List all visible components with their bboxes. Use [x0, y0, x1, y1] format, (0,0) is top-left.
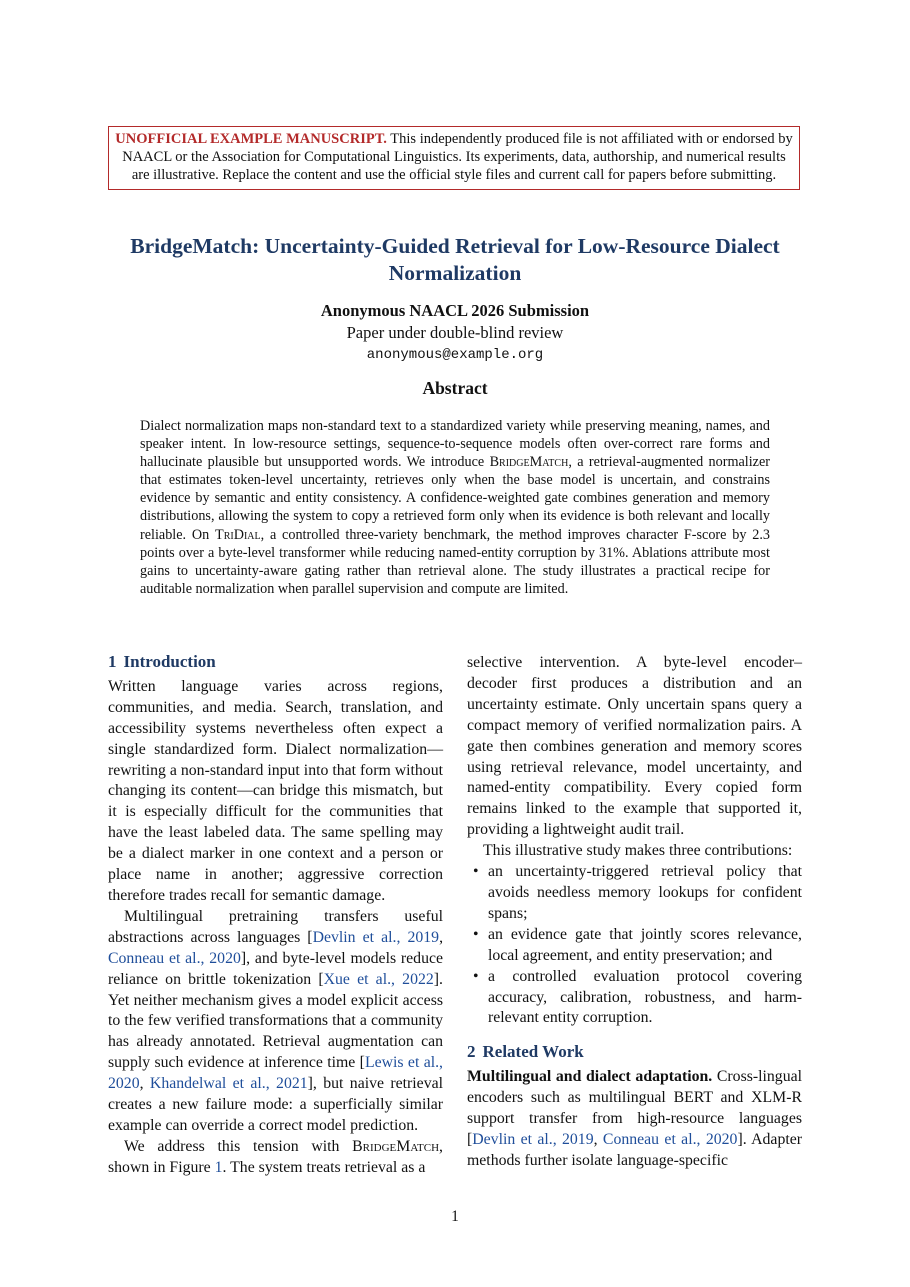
contributions-list — [467, 862, 802, 1029]
contribution-item — [467, 967, 802, 1030]
section-number: 2 — [467, 1042, 476, 1062]
citation-link[interactable]: Khandelwal et al., 2021 — [149, 1075, 308, 1093]
abstract-text — [140, 417, 770, 598]
contribution-text: an uncertainty-triggered retrieval policy that avoids needless memory lookups for confident spans; — [488, 863, 802, 922]
contribution-item — [467, 925, 802, 967]
contribution-text: a controlled evaluation protocol covering accuracy, calibration, robustness, and harm-relevant entity corruption. — [488, 967, 802, 1027]
notice-body: This independently produced file is not affiliated with or endorsed by NAACL or the Association for Computational Linguistics. Its experiments, data, authorship, and numerical results are illustrative. Replace the content and use the official style files and current call for papers before submitting. — [122, 131, 793, 184]
text-run: Multilingual pretraining transfers useful abstractions across languages [ — [108, 907, 443, 946]
citation-link[interactable]: Conneau et al., 2020 — [602, 1130, 738, 1148]
contribution-text: an evidence gate that jointly scores relevance, local agreement, and entity preservation; and — [488, 925, 802, 964]
citation-link[interactable]: Xue et al., 2022 — [323, 970, 434, 988]
bullet-icon: • — [473, 863, 479, 881]
text-run: ]. Adapter methods further isolate language-specific — [467, 1130, 803, 1169]
abstract-heading: Abstract — [422, 378, 488, 398]
intro-paragraph-3 — [108, 1137, 443, 1179]
section-title: Related Work — [482, 1042, 584, 1062]
section-heading-introduction — [108, 652, 443, 673]
author-block — [100, 300, 810, 366]
intro-paragraph-3-continued: selective intervention. A byte-level encoder– decoder first produces a distribution and an uncertainty estimate. Only uncertain spans query a compact memory of verified normalization pairs. A gate then combines generation and memory scores using retrieval relevance, model uncertainty, and named-entity compatibility. Every copied form remains linked to the example that supported it, providing a lightweight audit trail. — [467, 654, 802, 839]
text-run: Cross-lingual encoders such as multilingual BERT and XLM-R support transfer from high-resource languages [ — [467, 1068, 803, 1148]
text-run: ]. Yet neither mechanism gives a model explicit access to the few verified transformations that a community has already annotated. Retrieval augmentation can supply such evidence at inference time [ — [108, 970, 443, 1072]
author-email: anonymous@example.org — [366, 347, 544, 363]
citation-link[interactable]: Devlin et al., 2019 — [472, 1130, 594, 1148]
author-affiliation: Paper under double-blind review — [346, 323, 564, 342]
method-name: BridgeMatch — [352, 1137, 440, 1155]
intro-paragraph-1: Written language varies across regions, communities, and media. Search, translation, and accessibility systems nevertheless often expect a single standardized form. Dialect normalization—rewriting a non-standard input into that form without changing its content—can bridge this mismatch, but it is especially difficult for the communities that have the least labeled data. The same spelling may be a dialect marker in one context and a person or place name in another; aggressive correction therefore trades recall for semantic damage. — [108, 677, 443, 904]
notice-lead: UNOFFICIAL EXAMPLE MANUSCRIPT. — [115, 131, 387, 147]
citation-link[interactable]: Conneau et al., 2020 — [108, 949, 241, 967]
paragraph-heading: Multilingual and dialect adaptation. — [467, 1068, 713, 1086]
citation-link[interactable]: Devlin et al., 2019 — [312, 928, 440, 946]
author-name: Anonymous NAACL 2026 Submission — [320, 301, 590, 320]
related-paragraph-1: Multilingual and dialect adaptation. Cross-lingual encoders such as multilingual BERT and XLM-R support transfer from high-resource languages [Devlin et al., 2019, Conneau et al., 2020]. Adapter methods further isolate language-specific — [467, 1068, 803, 1169]
section-heading-related-work — [467, 1042, 802, 1063]
right-column — [467, 653, 802, 1172]
left-column — [108, 652, 443, 1179]
abstract-part: Dialect normalization maps non-standard text to a standardized variety while preserving meaning, names, and speaker intent. In low-resource settings, sequence-to-sequence models often over-correct rare forms and hallucinate plausible but unsupported words. We introduce — [140, 418, 770, 471]
text-run: We address this tension with — [124, 1137, 353, 1155]
page-number: 1 — [451, 1208, 459, 1225]
text-run: , shown in Figure — [108, 1137, 443, 1176]
benchmark-name: TriDial — [215, 526, 261, 543]
text-run: ], and byte-level models reduce reliance on brittle tokenization [ — [108, 949, 443, 988]
paper-title: BridgeMatch: Uncertainty-Guided Retrieval for Low-Resource Dialect Normalization — [130, 234, 780, 285]
abstract-part: , a retrieval-augmented normalizer that estimates token-level uncertainty, retrieves only when the base model is uncertain, and constrains evidence by semantic and entity consistency. A confidence-weighted gate combines generation and memory distributions, allowing the system to copy a retrieved form only when its evidence is both relevant and locally reliable. On — [140, 454, 770, 543]
text-run: ], but naive retrieval creates a new failure mode: a superficially similar example can override a correct model prediction. — [108, 1075, 443, 1134]
section-title: Introduction — [123, 652, 216, 671]
intro-paragraph-2: Multilingual pretraining transfers useful abstractions across languages [Devlin et al., 2019, Conneau et al., 2020], and byte-level models reduce reliance on brittle tokenization [Xue et al., 2022]. Yet neither mechanism gives a model explicit access to the few verified transformations that a community has already annotated. Retrieval augmentation can supply such evidence at inference time [Lewis et al., 2020, Khandelwal et al., 2021], but naive retrieval creates a new failure mode: a superficially similar example can override a correct model prediction. — [108, 907, 444, 1134]
citation-link[interactable]: Lewis et al., 2020 — [108, 1054, 444, 1093]
section-number: 1 — [108, 652, 117, 671]
contribution-item — [467, 862, 802, 925]
bullet-icon: • — [473, 967, 479, 985]
bullet-icon: • — [473, 925, 479, 943]
unofficial-notice — [108, 126, 800, 190]
intro-paragraph-4: This illustrative study makes three contributions: — [483, 842, 793, 860]
abstract-part: , a controlled three-variety benchmark, the method improves character F-score by 2.3 points over a byte-level transformer while reducing named-entity corruption by 31%. Ablations attribute most gains to uncertainty-aware gating rather than retrieval alone. The study illustrates a practical recipe for auditable normalization when parallel supervision and compute are limited. — [140, 526, 770, 597]
method-name: BridgeMatch — [489, 454, 569, 471]
figure-link[interactable]: 1 — [214, 1158, 223, 1176]
text-run: . The system treats retrieval as a — [222, 1158, 426, 1176]
